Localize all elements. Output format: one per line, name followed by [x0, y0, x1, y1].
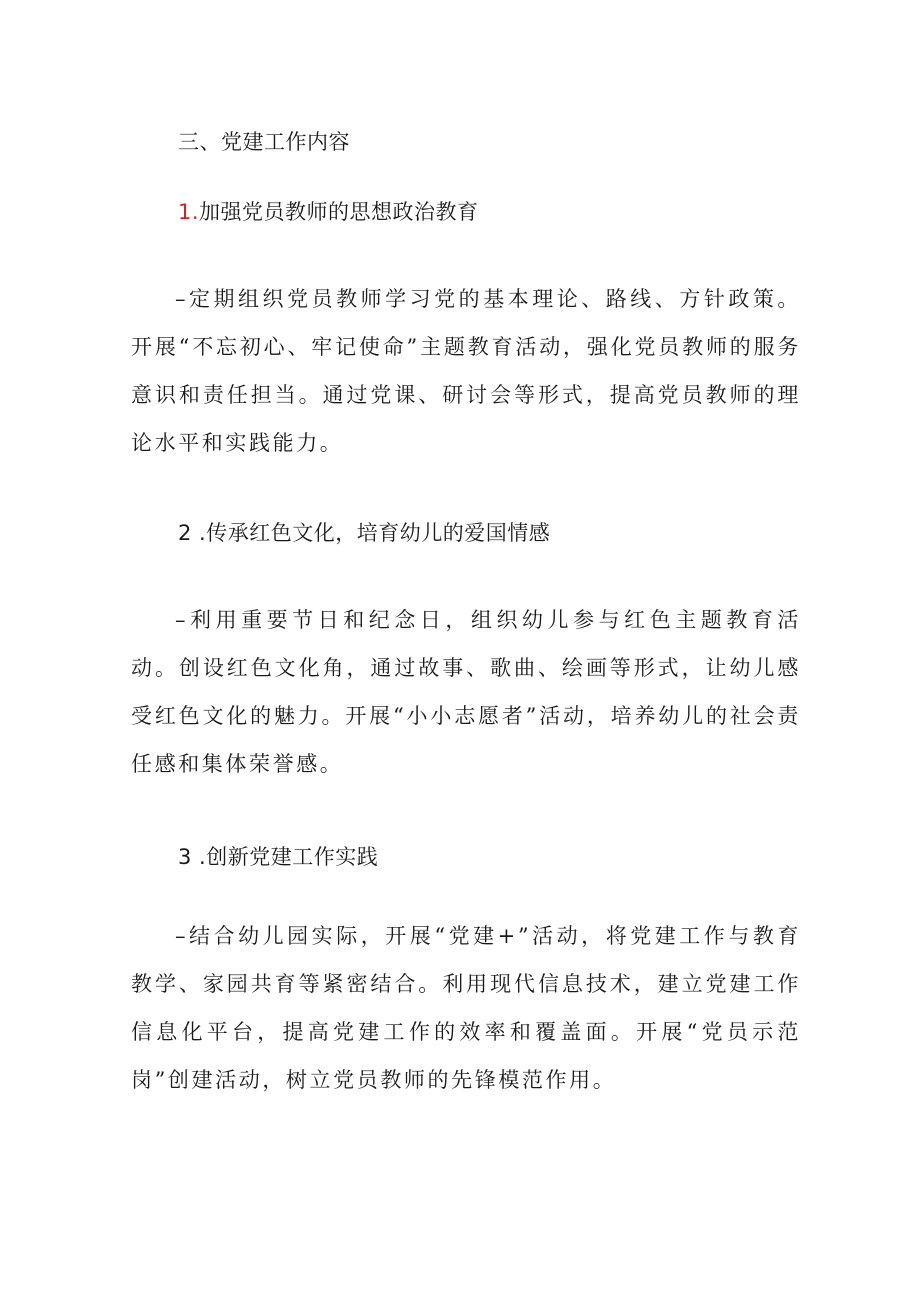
item-2-heading	[178, 518, 550, 548]
item-1-heading	[178, 197, 479, 227]
item-2-number: 2 .	[178, 521, 207, 545]
item-2-title: 传承红色文化，培育幼儿的爱国情感	[206, 521, 551, 545]
item-2-body: –利用重要节日和纪念日，组织幼儿参与红色主题教育活动。创设红色文化角，通过故事、歌曲、绘画等形式，让幼儿感受红色文化的魅力。开展“小小志愿者”活动，培养幼儿的社会责任感和集体荣誉感。	[131, 608, 801, 776]
item-3-heading	[178, 842, 378, 872]
item-3-title: 创新党建工作实践	[206, 845, 379, 869]
item-3-body: –结合幼儿园实际，开展“党建+”活动，将党建工作与教育教学、家园共育等紧密结合。利用现代信息技术，建立党建工作信息化平台，提高党建工作的效率和覆盖面。开展“党员示范岗”创建活动，树立党员教师的先锋模范作用。	[131, 924, 801, 1092]
section-title: 三、党建工作内容	[178, 130, 350, 154]
item-1-title: 加强党员教师的思想政治教育	[199, 200, 479, 224]
item-3-number: 3 .	[178, 845, 207, 869]
item-1-body: –定期组织党员教师学习党的基本理论、路线、方针政策。开展“不忘初心、牢记使命”主题教育活动，强化党员教师的服务意识和责任担当。通过党课、研讨会等形式，提高党员教师的理论水平和实践能力。	[131, 287, 801, 455]
item-1-number: 1.	[178, 200, 200, 224]
